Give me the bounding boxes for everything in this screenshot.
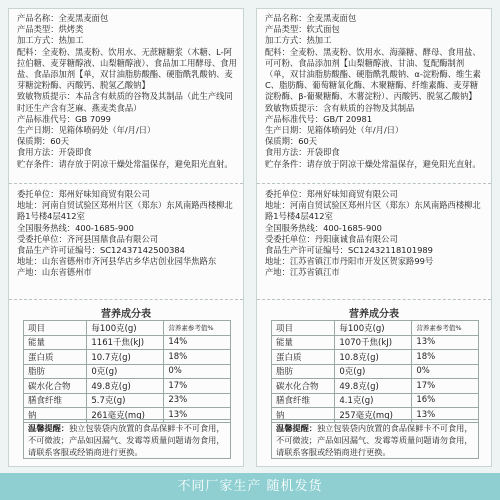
- nutrient-value: 0克(g): [335, 364, 412, 379]
- nutrient-nrv: 23%: [164, 393, 231, 408]
- divider: [257, 183, 491, 184]
- storage-conditions: 贮存条件：请存放于阴凉干燥处常温保存，避免阳光直射。: [265, 158, 481, 169]
- nutrient-nrv: 17%: [412, 379, 479, 394]
- header-item: 项目: [24, 321, 87, 336]
- nutrient-name: 能量: [272, 335, 335, 350]
- nutrient-value: 1070千焦(kJ): [335, 335, 412, 350]
- product-info-block: [265, 13, 485, 170]
- warm-tip-text: 独立包装袋内放置的食品保鲜卡不可食用，不可微波；产品如因漏气、发霉等质量问题请勿食用，请联系客服或经销商进行更换。: [28, 423, 225, 457]
- nutrient-name: 蛋白质: [272, 350, 335, 365]
- shelf-life: 保质期：60天: [265, 136, 318, 147]
- manufacturer-address: 地址：江苏省镇江市丹阳市开发区贺家路99号: [265, 256, 434, 267]
- product-name: 产品名称：全麦黑麦面包: [17, 13, 109, 23]
- nutrient-name: 碳水化合物: [24, 379, 87, 394]
- origin: 产地：山东省德州市: [17, 267, 92, 278]
- nutrient-nrv: 13%: [412, 335, 479, 350]
- nutrient-nrv: 13%: [412, 408, 479, 423]
- nutrient-name: 脂肪: [24, 364, 87, 379]
- company-info-block: [17, 189, 237, 279]
- nutrient-nrv: 0%: [412, 364, 479, 379]
- production-license: 食品生产许可证编号：SC12432118101989: [265, 245, 433, 256]
- warm-tip-box: [271, 419, 479, 459]
- product-standard: 产品标准代号：GB 7099: [17, 113, 111, 124]
- nutrition-title: 营养成分表: [349, 309, 399, 320]
- header-item: 项目: [272, 321, 335, 336]
- header-per-100g: 每100克(g): [87, 321, 164, 336]
- nutrient-value: 10.7克(g): [87, 350, 164, 365]
- nutrient-name: 膳食纤维: [24, 393, 87, 408]
- table-row: [272, 379, 479, 394]
- production-date: 生产日期：见箱体喷码处（年/月/日）: [265, 125, 404, 136]
- nutrition-title: 营养成分表: [101, 309, 151, 320]
- manufacturer-address: 地址：山东省德州市齐河县华店乡华店创业园华焦路东: [17, 256, 217, 267]
- nutrient-name: 钠: [24, 408, 87, 423]
- table-row: [272, 350, 479, 365]
- nutrient-value: 1161千焦(kJ): [87, 335, 164, 350]
- table-row: [24, 350, 231, 365]
- client-address: 地址：河南自贸试验区郑州片区（郑东）东风南路西楼柳北路1号楼4层412室: [265, 200, 481, 222]
- ingredients: 配料：全麦粉、黑麦粉、饮用水、海藻糖、酵母、食用盐、可可粉、食品添加剂【山梨糖醇液、甘油、复配酶制剂（单，双甘油脂肪酸酯、硬脂酰乳酸钠、α-淀粉酶、维生素C、脂肪酶、葡萄糖氧化酶、木聚糖酶、纤维素酶、麦芽糖淀粉酶、β-葡聚糖酶、木薯淀粉）、丙酸钙、脱氢乙酸钠】: [265, 46, 481, 102]
- nutrient-value: 10.8克(g): [335, 350, 412, 365]
- nutrient-nrv: 13%: [164, 408, 231, 423]
- product-label-right: [256, 8, 492, 467]
- warm-tip-label: 温馨提醒：: [28, 423, 69, 433]
- warm-tip-label: 温馨提醒：: [276, 423, 317, 433]
- divider: [257, 299, 491, 300]
- nutrient-nrv: 16%: [412, 393, 479, 408]
- divider: [9, 299, 243, 300]
- allergen-notice: 致敏物质提示：本品含有麸质的谷物及其制品（此生产线同时还生产含有芝麻、燕麦类食品）: [17, 91, 233, 113]
- nutrient-value: 4.1克(g): [335, 393, 412, 408]
- nutrient-nrv: 0%: [164, 364, 231, 379]
- manufacturer: 受委托单位：齐河县国鼎食品有限公司: [17, 233, 159, 244]
- nutrient-value: 0克(g): [87, 364, 164, 379]
- nutrient-name: 钠: [272, 408, 335, 423]
- table-header-row: [272, 321, 479, 336]
- nutrient-name: 蛋白质: [24, 350, 87, 365]
- nutrient-value: 261毫克(mg): [87, 408, 164, 423]
- allergen-notice: 致敏物质提示：含有麸质的谷物及其制品: [265, 102, 415, 113]
- company-info-block: [265, 189, 485, 279]
- table-header-row: [24, 321, 231, 336]
- nutrient-name: 脂肪: [272, 364, 335, 379]
- product-name: 产品名称：全麦黑麦面包: [265, 13, 357, 23]
- table-row: [24, 393, 231, 408]
- nutrient-name: 碳水化合物: [272, 379, 335, 394]
- nutrient-nrv: 14%: [164, 335, 231, 350]
- divider: [9, 183, 243, 184]
- table-row: [272, 393, 479, 408]
- nutrient-value: 49.8克(g): [335, 379, 412, 394]
- random-shipping-banner: 不同厂家生产 随机发货: [0, 473, 500, 500]
- table-row: [272, 364, 479, 379]
- production-date: 生产日期：见箱体喷码处（年/月/日）: [17, 125, 156, 136]
- service-hotline: 全国服务热线：400-1685-900: [17, 222, 134, 233]
- product-type: 产品类型：软式面包: [265, 24, 340, 35]
- usage-method: 食用方法：开袋即食: [265, 147, 340, 158]
- table-row: [272, 335, 479, 350]
- processing-method: 加工方式：热加工: [265, 35, 332, 46]
- client-company: 委托单位：郑州好味知商贸有限公司: [17, 189, 150, 199]
- nutrient-value: 257毫克(mg): [335, 408, 412, 423]
- table-row: [24, 379, 231, 394]
- shelf-life: 保质期：60天: [17, 136, 70, 147]
- production-license: 食品生产许可证编号：SC12437142500384: [17, 245, 185, 256]
- nutrient-nrv: 17%: [164, 379, 231, 394]
- ingredients: 配料：全麦粉、黑麦粉、饮用水、无蔗糖糖浆（木糖、L-阿拉伯糖、麦芽糖醇液、山梨糖醇液）、食品加工用酵母、食用盐、食品添加剂【单，双甘油脂肪酸酯、硬脂酰乳酸钠、麦芽糖淀粉酶、丙酸钙、脱氢乙酸钠】: [17, 46, 237, 91]
- service-hotline: 全国服务热线：400-1685-900: [265, 222, 382, 233]
- header-nrv: 营养素参考值%: [164, 321, 231, 336]
- warm-tip-box: [23, 419, 231, 459]
- table-row: [24, 364, 231, 379]
- product-info-block: [17, 13, 237, 170]
- header-per-100g: 每100克(g): [335, 321, 412, 336]
- storage-conditions: 贮存条件：请存放于阴凉干燥处常温保存，避免阳光直射。: [17, 158, 233, 169]
- warm-tip-text: 独立包装袋内放置的食品保鲜卡不可食用，不可微波；产品如因漏气、发霉等质量问题请勿食用，请联系客服或经销商进行更换。: [276, 423, 473, 457]
- client-company: 委托单位：郑州好味知商贸有限公司: [265, 189, 398, 199]
- processing-method: 加工方式：热加工: [17, 35, 84, 46]
- product-standard: 产品标准代号：GB/T 20981: [265, 113, 373, 124]
- manufacturer: 受委托单位：丹阳康诚食品有限公司: [265, 233, 398, 244]
- nutrient-value: 49.8克(g): [87, 379, 164, 394]
- product-label-left: [8, 8, 244, 467]
- client-address: 地址：河南自贸试验区郑州片区（郑东）东风南路西楼柳北路1号楼4层412室: [17, 200, 233, 222]
- nutrient-value: 5.7克(g): [87, 393, 164, 408]
- nutrient-name: 能量: [24, 335, 87, 350]
- table-row: [24, 335, 231, 350]
- header-nrv: 营养素参考值%: [412, 321, 479, 336]
- nutrition-table: [23, 320, 231, 423]
- nutrient-name: 膳食纤维: [272, 393, 335, 408]
- nutrient-nrv: 18%: [164, 350, 231, 365]
- nutrition-table: [271, 320, 479, 423]
- usage-method: 食用方法：开袋即食: [17, 147, 92, 158]
- origin: 产地：江苏省镇江市: [265, 267, 340, 278]
- product-type: 产品类型：烘烤类: [17, 24, 84, 35]
- nutrient-nrv: 18%: [412, 350, 479, 365]
